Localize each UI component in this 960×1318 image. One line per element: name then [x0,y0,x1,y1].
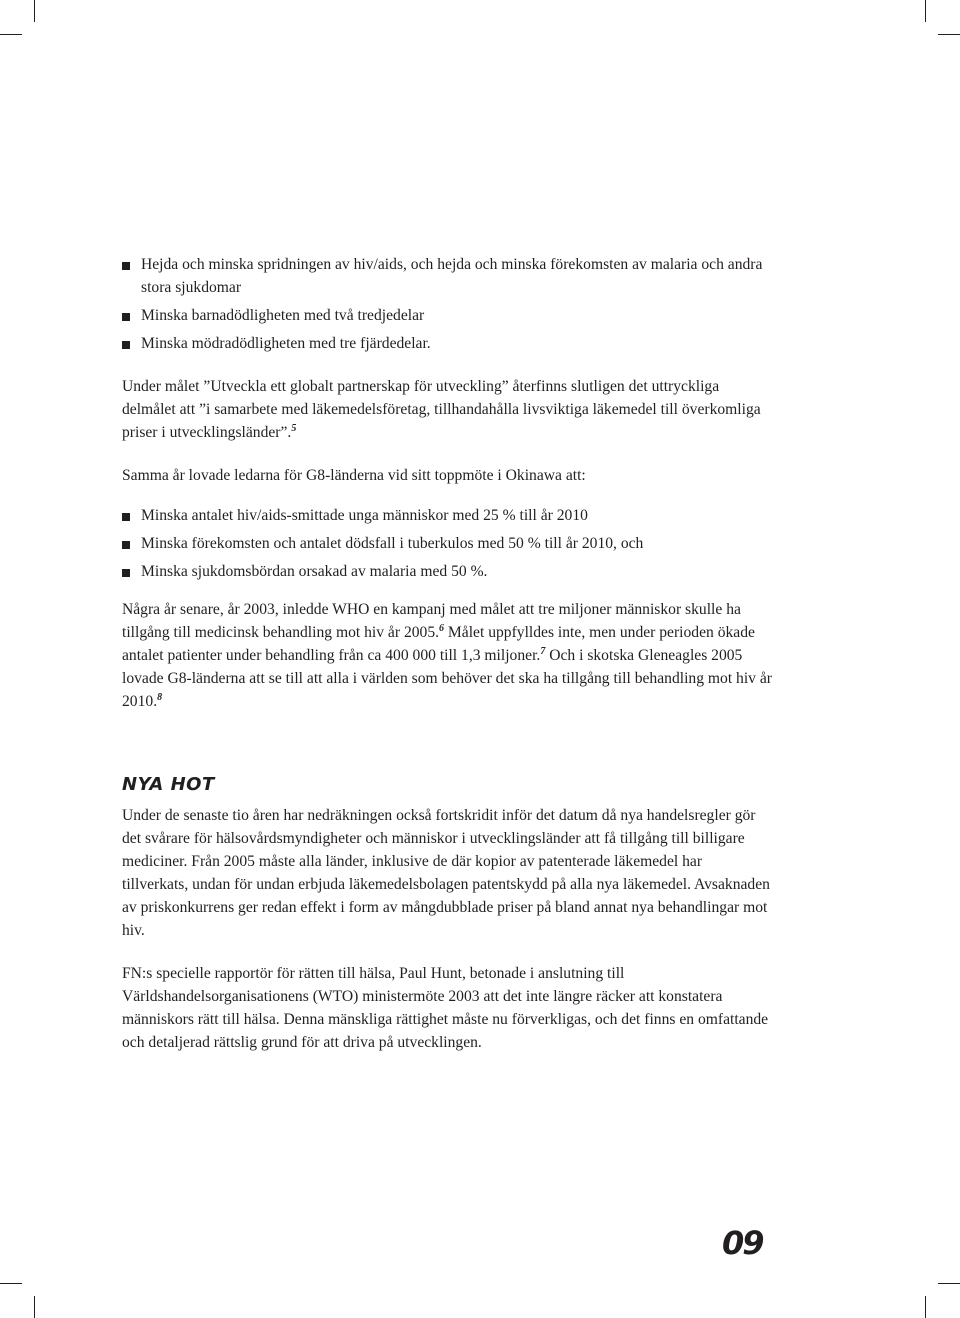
paragraph-text: Och i skotska Gleneagles 2005 lovade G8-länderna att se till att alla i världen som behöver det ska ha tillgång till behandling mot hiv år 2010. [122,647,772,710]
paragraph-text: Under målet ”Utveckla ett globalt partnerskap för utveckling” återfinns slutligen det uttryckliga delmålet att ”i samarbete med läkemedelsföretag, tillhandahålla livsviktiga läkemedel till överkomliga priser i utvecklingsländer”. [122,378,761,441]
crop-mark [34,1296,35,1318]
square-bullet-icon [122,541,130,549]
crop-mark [0,34,22,35]
list-item-text: Minska mödradödligheten med tre fjärdedelar. [141,335,431,352]
section-heading: NYA HOT [122,774,215,795]
crop-mark [34,0,35,22]
g8-list [122,504,772,583]
list-item [122,332,772,355]
paragraph: FN:s specielle rapportör för rätten till hälsa, Paul Hunt, betonade i anslutning till Världshandelsorganisationens (WTO) ministermöte 2003 att det inte längre räcker att konstatera människors rätt till hälsa. Denna mänskliga rättighet måste nu förverkligas, och det finns en omfattande och detaljerad rättslig grund för att driva på utvecklingen. [122,965,769,1051]
list-item-text: Minska barnadödligheten med två tredjedelar [141,307,425,324]
footnote-ref: 7 [540,646,546,657]
square-bullet-icon [122,569,130,577]
paragraph: Under de senaste tio åren har nedräkningen också fortskridit inför det datum då nya handelsregler gör det svårare för hälsovårdsmyndigheter och människor i utvecklingsländer att få tillgång till billigare mediciner. Från 2005 måste alla länder, inklusive de där kopior av patenterade läkemedel har tillverkats, undan för undan erbjuda läkemedelsbolagen patentskydd på alla nya läkemedel. Avsaknaden av priskonkurrens ger redan effekt i form av mångdubblade priser på bland annat nya behandlingar mot hiv. [122,807,770,939]
crop-mark [938,1283,960,1284]
paragraph [122,375,772,444]
paragraph-text: Målet uppfylldes inte, men under perioden ökade antalet patienter under behandling från ca 400 000 till 1,3 miljoner. [122,624,755,664]
list-item-text: Minska antalet hiv/aids-smittade unga människor med 25 % till år 2010 [141,507,588,524]
square-bullet-icon [122,262,130,270]
list-item-text: Minska förekomsten och antalet dödsfall i tuberkulos med 50 % till år 2010, och [141,535,644,552]
paragraph: Samma år lovade ledarna för G8-länderna vid sitt toppmöte i Okinawa att: [122,467,586,484]
list-item [122,560,772,583]
list-item [122,532,772,555]
footnote-ref: 8 [157,692,163,703]
crop-mark [925,1296,926,1318]
list-item-text: Hejda och minska spridningen av hiv/aids, och hejda och minska förekomsten av malaria och andra stora sjukdomar [141,256,763,296]
square-bullet-icon [122,341,130,349]
list-item [122,253,772,299]
square-bullet-icon [122,313,130,321]
page-content [122,250,772,1054]
crop-mark [0,1283,22,1284]
paragraph-text: Några år senare, år 2003, inledde WHO en kampanj med målet att tre miljoner människor skulle ha tillgång till medicinsk behandling mot hiv år 2005. [122,601,741,641]
list-item [122,304,772,327]
paragraph [122,598,772,713]
crop-mark [938,34,960,35]
square-bullet-icon [122,513,130,521]
goal-list [122,253,772,355]
footnote-ref: 5 [291,423,297,434]
list-item-text: Minska sjukdomsbördan orsakad av malaria med 50 %. [141,563,488,580]
crop-mark [925,0,926,22]
list-item [122,504,772,527]
page-number: 09 [722,1224,763,1262]
footnote-ref: 6 [439,623,445,634]
